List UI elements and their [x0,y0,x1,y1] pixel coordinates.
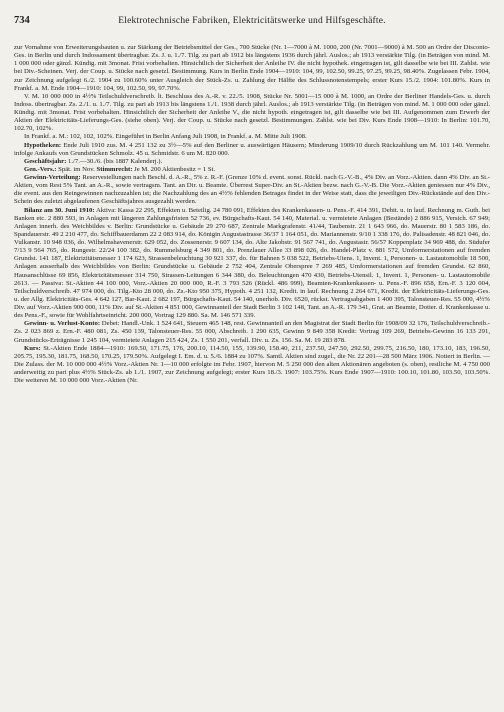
heading-gewinn-verteilung: Gewinn-Verteilung: [24,174,81,181]
paragraph-bilanz: Bilanz am 30. Juni 1910: Aktiva: Kassa 22 295, Effekten u. Beteilig. 24 780 091, Effekten des Krankenkassen- u. Pens.-F. 414 391, Debit. u. in lauf. Rechnung m. Guth. bei Banken etc. 2 880 593, in Anlagen mit längeren Zahlungsfristen 52 736, ev. Bürgschafts-Kaut. 54 140, Material. u. vermietete Anlagen (Bestände) 2 886 915, Versich. 67 949; Anlagen innerh. des Weichbildes v. Berlin: Grundstücke u. Gebäude 29 270 687, Zentrale Markgrafenstr. 41/44, Taubenstr. 21 1 643 966, do. Mauerstr. 80 1 583 186, do. Spandauerstr. 49 2 210 477, do. Schiffbauerdamm 22 2 083 914, do. Königin Augustastrasse 36/37 1 164 051, do. Mariannenstr. 9/10 1 338 176, do. Palisadenstr. 48 821 046, do. Vulkanstr. 10 948 036, do. Wilhelmshavenerstr. 629 052, do. Zossenerstr. 9 607 134, do. Alte Jakobstr. 91 567 741, do. Augustastr. 56/57 Koppenplatz 34 969 488, do. Südufer 7/13 9 564 765, do. Rungestr. 22/24 100 382, do. Rummelsburg 4 349 801, do. Prenzlauer Allee 33 898 026, do. Handel-Platz v. 881 572, Umformerstationen auf fremden Grundst. 141 187, Elektrizitätsmesser 1 174 623, Strassenbeleuchtung 30 921 337, do. für Bahnen 5 038 522, Betriebs-Utens. 1, Invent. 1, Personen- u. Lastautomobile 18 500, Anlagen ausserhalb des Weichbildes von Berlin: Grundstücke u. Gebäude 2 752 404, Zentrale Oberspree 7 269 485, Umformerstationen auf fremden Grundst. 62 860, Hausanschlüsse 69 856, Elektrizitätsmesser 314 750, Strassen-Leitungen 6 344 380, do. Beleuchtungen 470 430, Betriebs-Utensil. 1, Invent. 1, Personen- u. Lastautomobile 2613. — Passiva: St.-Aktien 44 100 000, Vorz.-Aktien 20 000 000, R.-F. 3 793 526 (Rückl. 486 999), Beamten-Krankenkassen- u. Pens.-F. 896 658, Ern.-F. 3 120 004, Teilschuldverschreib. 47 974 000, do. Tilg.-Kto 28 000, do. Zs.-Kto 950 375, Hypoth. 4 251 132, Kredit. in lauf. Rechnung 2 264 671, Kredit. der Elektricitäts-Lieferungs-Ges. u. der Allg. Elektricitäts-Ges. 4 642 127, Bar-Kaut. 2 682 197, Bürgschafts-Kaut. 54 140, unerhob. Div. 6520, rückst. Vertragsabgaben 1 400 395, Talonsteuer-Res. 55 000, 4½% Div. auf Vorz.-Aktien 900 000, 11% Div. auf St.-Aktien 4 851 000, Gewinnanteil der Stadt Berlin 3 102 148, Tant. an A.-R. 179 341, Grat. an Beamte, Dotier. d. Krankenkasse u. des Pens.-F., sowie für Wohlfahrtseinricht. 200 000, Vortrag 129 880. Sa. M. 146 571 339. [14,206,490,320]
heading-bilanz: Bilanz am 30. Juni 1910: [24,206,95,214]
heading-kurs: Kurs: [24,344,41,352]
paragraph-kurs: Kurs: St.-Aktien Ende 1884—1910: 169.50, 171.75, 176, 200.10, 114.50, 155, 139.90, 158.40, 211, 237.50, 247.50, 292.50, 299.75, 216.50, 180, 173.10, 183, 196.50, 205.75, 195.30, 181.75, 168.50, 170.25, 179.50%. Aufgelegt I. Em. d. u. 5./6. 1884 zu 107%. Samtl. Aktien sind zugel., die Nr. 22 201—28 500 März 1906. Notiert in Berlin. — Die Zulass. der M. 10 000 000 4½% Vorz.-Aktien Nr. 1—10 000 erfolgte im Febr. 1907, hiervon M. 5 250 000 den alten Aktionären angeboten (s. oben), restliche M. 4 750 000 anderweitig zu pari plus 4½% Stück-Zs. ab 1./1. 1907, zur Zeichnung aufgelegt; erster Kurs 18./3. 1907: 103.75%. Kurs Ende 1907—1910: 100.10, 101.80, 103.50, 103.50%. Die weiteren M. 10 000 000 Vorz.-Aktien (Nr. [14,344,490,385]
paragraph-gewinn-verteilung: Gewinn-Verteilung: Reservestellungen nach Beschl. d. A.-R., 5% z. R.-F. (Grenze 10% d. event. sonst. Rückl. nach G.-V.-B., 4% Div. an Vorz.-Aktien. dann 4% Div. an St.-Aktien, vom Rest 5% Tant. an A.-R., sowie vertragsm. Tant. an Dir. u. Beamte. Überrest Super-Div. an St.-Aktien bezw. nach G.-V.-B. Die Vorz.-Aktien geniessen nur 4% Div., die event. aus den Reingewinnen nachzuzahlen ist; die Nachzahlung des an 4½% fehlenden Betrages findet in der Weise statt, dass die jeweiligen Div.-Rückstände auf den Div.-Schein des zuletzt abgelaufenen Geschäftsjahres ausgezahlt werden. [14,174,490,206]
paragraph-frankfurt-kurs: In Frankf. a. M.: 102, 102, 102%. Eingeführt in Berlin Anfang Juli 1908, in Frankf. a. M. Mitte Juli 1908. [24,133,307,141]
paragraph-gen-vers: Gen.-Vers.: Spät. im Nov. Stimmrecht: Je M. 200 Aktienbesitz = 1 St. [24,165,216,173]
heading-hypotheken: Hypotheken: [24,141,62,149]
heading-gewinn-verlust: Gewinn- u. Verlust-Konto: [24,320,101,328]
paragraph-anleihe-v: V. M. 10 000 000 in 4½% Teilschuldverschreib. lt. Beschluss des A.-R. v. 22./5. 1908, Stücke Nr. 5001—15 000 à M. 1000, an Ordre der Berliner Handels-Ges. u. durch Indoss. übertragbar. Zs. 2./1. u. 1./7. Tilg. zu pari ab 1913 bis längstens 1./1. 1938 durch jährl. Auslos.; ab 1913 verstärkte Tilg. (in Beträgen von mind. M. 1 000 000 oder gänzl. Kündig. mit 3monat. Frist vorbehalten. Hinsichtlich der Sicherheit der Anleihe V., die nicht hypoth. eingetragen ist, gilt dasselbe wie bei III. Aufgenommen zum Erwerb der Aktien der Elektricitäts-Lieferungs-Ges. (siehe oben). Verj. der Coup. u. Stücke nach gesetzl. Bestimmungen. Zahlst. wie bei Div. Kurs Ende 1908—1910: In Berlin: 101.70, 102.70, 102%. [14,92,490,133]
paragraph-geschaeftsjahr: Geschäftsjahr: 1./7.—30./6. (bis 1887 Kalenderj.). [24,157,163,165]
text-column [14,44,490,706]
running-header [14,14,490,28]
paragraph-hypotheken: Hypotheken: Ende Juli 1910 zus. M. 4 251 132 zu 3½—5% auf den Berliner u. auswärtigen Häusern; Minderung 1909/10 durch Rückzahlung um M. 101 140. Vermehr. infolge Ankaufs von Grundstücken Schmolz. 45 u. Schmidstr. 6 um M. 820 000. [14,141,490,157]
heading-gen-vers: Gen.-Vers.: [24,165,57,173]
paragraph-anleihe-iv: zur Vornahme von Erweiterungsbauten u. zur Stärkung der Betriebsmittel der Ges., 700 Stücke (Nr. 1—7000 à M. 1000, 200 (Nr. 7001—9000) à M. 500 an Ordre der Disconto-Ges. in Berlin und durch Indossament übertragbar. Zs. J. u. 1./7. Tilg. zu pari ab 1912 bis längstens 1936 durch jährl. Auslos.; ab 1913 verstärkte Tilg. (in Beträgen von mind. M. 1 000 000 oder gänzl. Kündig. mit 3monat. Frist vorbehalten. Hinsichtlich der Sicherheit der Anleihe IV. die nicht hypothek. eingetragen ist, gilt dasselbe wie bei III. Zahlst. wie bei Div.-Scheinen. Verj. der Coup. u. Stücke nach gesetzl. Bestimmung. Kurs in Berlin Ende 1904—1910: 104, 99, 102.50, 99.25, 97.25, 99.25, 98.40%. Zugelassen Febr. 1904, zur Zeichnung aufgelegt 6./2. 1904 zu 100.60% unter Ausgleich der Stück-Zs. u. Zahlung der Hälfte des Schlussnotenstempels; erster Kurs 15./2. 1904: 101.80%. Kurs in Frankf. a. M. Ende 1904—1910: 104, 99, 102.50, 99, 97.70%. [14,44,490,92]
running-head-title: Elektrotechnische Fabriken, Elektricitätswerke und Hilfsgeschäfte. [118,16,386,26]
paragraph-gewinn-verlust: Gewinn- u. Verlust-Konto: Debet: Handl.-Unk. 1 524 641, Steuern 465 148, rest. Gewinnanteil an den Magistrat der Stadt Berlin für 1908/09 32 176, Teilschuldverschreib.-Zs. 2 023 869 z. Ern.-F. 480 081, Zs. 450 139, Talonsteuer-Res. 55 000, Abschreib. 1 290 635, Gewinn 9 849 358 Kredit: Vortrag 109 269, Betriebs-Gewinn 16 133 291, Grundstücks-Erträgnisse 1 245 104, vermietete Anlagen 215 424, Zs. 1 550 201, verfall. Div. u. Zs. 156. Sa. M. 19 283 878. [14,320,490,344]
page-number: 734 [14,15,30,26]
heading-geschaeftsjahr: Geschäftsjahr: [24,157,67,165]
heading-stimmrecht: Stimmrecht: [96,165,133,173]
